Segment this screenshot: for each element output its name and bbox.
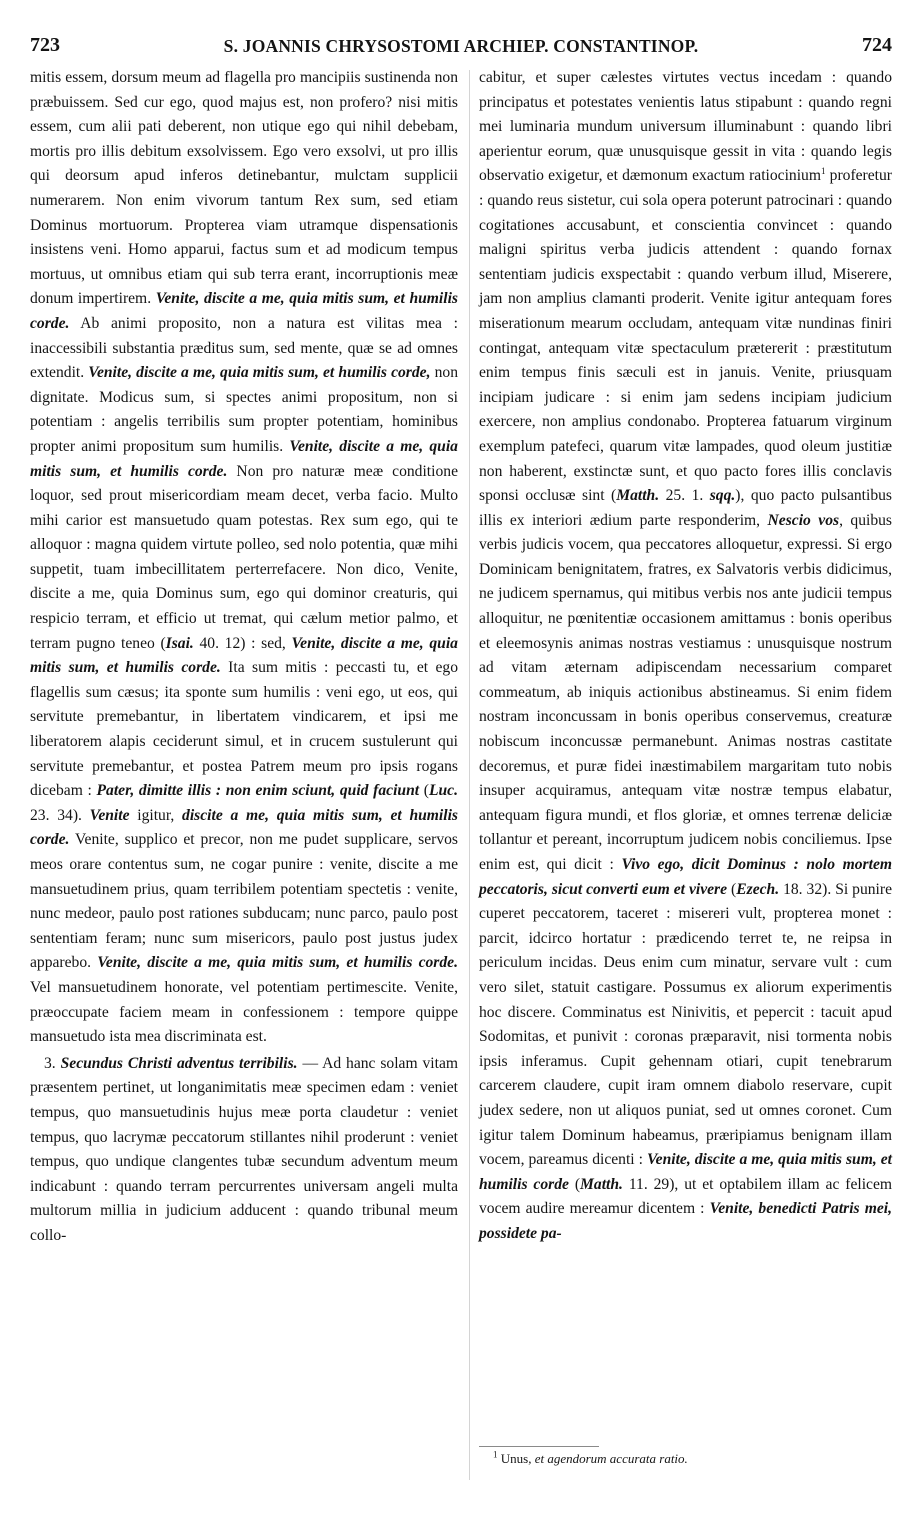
footnote <box>479 1450 906 1468</box>
footnote-marker: 1 <box>820 166 826 177</box>
footnote-marker: 1 <box>493 1449 498 1460</box>
scripture-quote: Venite, discite a me, quia mitis sum, et humilis corde. <box>97 954 458 972</box>
left-column <box>30 66 458 1249</box>
text-run: 18. 32). Si punire cuperet peccatorem, taceret : misereri vult, propterea monet : parcit, idcirco hortatur : prædicendo terret te, ne reipsa in periculum incidas. Deus enim cum minatur, servare vult : cum vero silet, statuit castigare. Possumus ex aliorum experimentis hoc discere. Comminatus est Ninivitis, et pepercit : tacuit apud Sodomitas, et punivit : coronas præparavit, nisi tormenta nobis ipsis inferamus. Cupit gehennam otiari, cupit tenebrarum carcerem claudere, cupit iram omnem diabolo reservare, cupit judex sedere, non ut aliquos puniat, sed ut omnes coronet. Cum igitur talem Dominum habeamus, præripiamus benignam illam vocem, pareamus dicenti : <box>479 880 892 1169</box>
text-run: ( <box>568 1175 581 1193</box>
text-run: 23. 34). <box>30 806 90 824</box>
text-run: Ab animi proposito, non a natura est vilitas mea : inaccessibili substantia præditus sum, sed mente, quæ se ad omnes extendit. <box>30 314 458 382</box>
text-run: ), quo pacto pulsantibus illis ex interiori ædium parte responderim, <box>479 487 892 529</box>
column-divider <box>469 70 470 1480</box>
text-run: non dignitate. Modicus sum, si spectes animi propositum, non si potentiam : angelis terribilis sum propter potentiam, hominibus propter animi propositum sum humilis. <box>30 364 459 455</box>
paragraph <box>30 1052 458 1249</box>
scripture-quote: Pater, dimitte illis : non enim sciunt, quid faciunt <box>96 782 420 800</box>
page-number-left: 723 <box>30 34 60 56</box>
citation-ref: Luc. <box>428 782 459 800</box>
citation-ref: Matth. <box>616 487 660 505</box>
scripture-quote: Vivo ego, dicit Dominus : nolo mortem peccatoris, sicut converti eum et vivere <box>479 856 892 898</box>
text-run: 40. 12) : sed, <box>193 634 292 652</box>
paragraph <box>479 66 892 1247</box>
scripture-quote: Nescio vos <box>767 511 840 529</box>
footnote-text: Unus, <box>500 1451 535 1466</box>
text-run: Non pro naturæ meæ conditione loquor, sed prout misericordiam meam decet, verba facio. Multo mihi carior est mansuetudo quam potestas. Rex sum ego, qui te alloquor : magna quidem virtute polleo, sed nolo potentia, quæ mihi suppetit, tuam imbecillitatem perterrefacere. Non dico, Venite, discite a me, quia Dominus sum, ego qui dominor creaturis, qui respicio terram, et efficio ut tremat, qui cælum metior palmo, et terram pugno teneo ( <box>30 462 458 652</box>
text-run: ( <box>419 782 429 800</box>
scripture-quote: Venite, discite a me, quia mitis sum, et humilis corde, <box>88 364 431 382</box>
citation-ref: sqq. <box>709 487 736 505</box>
text-run: proferetur : quando reus sistetur, cui sola opera poterunt patrocinari : quando cogitationes accusabunt, et conscientia convincet : quando maligni spiritus verba judicis attendent : quando fornax sententiam judicis exspectabit : quando verbum illud, Miserere, jam non amplius clamanti proderit. Venite igitur antequam fores miserationum mearum occludam, antequam vitæ nundinas finiri contingat, antequam vitæ spectaculum prætererit : præstitutum enim tempus finis sæculi est in januis. Venite, priusquam incipiam judicare : si enim jam sedens incipiam judicium exercere, non amplius condonabo. Propterea fatuarum virginum exemplum patefeci, quarum vitæ lampades, quod oleum justitiæ non haberent, exstinctæ sunt, et quo pacto fores illis conclavis sponsi occlusæ sint ( <box>479 167 892 505</box>
text-run: mitis essem, dorsum meum ad flagella pro mancipiis sustinenda non præbuissem. Sed cur ego, quod majus est, non profero? nisi mitis essem, cum alii pati deberent, non utique ego qui nihil debebam, mortis pro illis debitum exsolvissem. Ego vero exsolvi, ut pro illis qui deorsum apud inferos detinebantur, mulctam supplicii numerarem. Non enim vivorum tantum Rex sum, sed etiam Dominus mortuorum. Propterea viam utramque dispensationis insistens veni. Homo apparui, factus sum et ad modicum tempus mortuus, ut omnibus etiam qui sub terra erant, incorruptionis meæ donum impertirem. <box>30 69 458 308</box>
scripture-quote: discite a me, quia mitis sum, et humilis corde. <box>30 806 458 849</box>
text-run: cabitur, et super cælestes virtutes vectus incedam : quando principatus et potestates venientis latus stipabunt : quando regni mei luminaria mundum universum illuminabunt : quando libri aperientur eorum, quæ unusquisque gessit in vita : quando legis observatio exigetur, et dæmonum exactum ratiocinium <box>479 69 892 185</box>
text-run: Ita sum mitis : peccasti tu, et ego flagellis sum cæsus; ita sponte sum humilis : veni ego, ut eos, qui servitute premebantur, in libertatem vindicarem, et ipsi me liberatorem alapis ceciderunt simul, et in crucem sustulerunt qui servitute premebantur, et postea Patrem meum pro ipsis rogans dicebam : <box>30 659 458 800</box>
footnote-text-italic: et agendorum accurata ratio. <box>534 1451 688 1466</box>
running-title: S. JOANNIS CHRYSOSTOMI ARCHIEP. CONSTANTINOP. <box>223 36 699 56</box>
text-run: ( <box>727 880 737 898</box>
text-run: Vel mansuetudinem honorate, vel potentiam pertimescite. Venite, præoccupate faciem meam in confessionem : tempore quippe mansuetudo ista mea discriminata est. <box>30 978 458 1046</box>
citation-ref: Matth. <box>580 1175 623 1193</box>
section-number: 3. <box>44 1054 61 1072</box>
scripture-quote: Venite, discite a me, quia mitis sum, et humilis corde. <box>30 634 458 677</box>
right-column <box>479 66 892 1247</box>
scripture-quote: Venite <box>89 806 130 824</box>
citation-ref: Ezech. <box>736 880 780 898</box>
text-run: Venite, supplico et precor, non me pudet supplicare, servos meos orare contentus sum, ne cogar punire : venite, discite a me mansuetudinem prius, quam terribilem potentiam spectetis : venite, nunc medeor, paulo post rationes subducam; nunc parco, paulo post sententiam feram; nunc sum misericors, paulo post justus judex apparebo. <box>30 831 458 972</box>
text-run: , quibus verbis judicis vocem, qua peccatores alloquetur, expressi. Si ergo Dominicam benignitatem, fratres, ex Salvatoris verbis didicimus, ne judicem spernamus, qui mitibus verbis nos ante judicii tempus alloquitur, ne pœnitentiæ occasionem amittamus : bonis operibus et eleemosynis animas nostras vestiamus : unusquisque nostrum ad vitam æternam adipiscendam necessarium comparet commeatum, ab iniquis actionibus abstineamus. Si enim fidem nostram inconcussam in bonis operibus conservemus, creaturæ nobiscum inconcussæ permanebunt. Animas nostras castitate decoremus, et puræ fidei inæstimabilem margaritam tuto nobis insuper acquiramus, antequam vitæ nostræ tempus elabatur, antequam figura mundi, et flos gloriæ, et omnes terrenæ deliciæ tollantur et pereant, incorruptum judicem nobis conciliemus. Ipse enim est, qui dicit : <box>479 511 892 873</box>
scripture-quote: Venite, discite a me, quia mitis sum, et humilis corde. <box>30 290 458 332</box>
running-header <box>30 28 892 60</box>
text-run: 11. 29), ut et optabilem illam ac felicem vocem audire mereamur dicentem : <box>479 1175 893 1218</box>
scripture-quote: Venite, benedicti Patris mei, possidete pa- <box>479 1200 892 1242</box>
text-run: 25. 1. <box>659 487 710 505</box>
text-run: igitur, <box>129 806 183 824</box>
scripture-quote: Venite, discite a me, quia mitis sum, et humilis corde <box>479 1151 892 1193</box>
citation-ref: Isai. <box>165 634 194 652</box>
paragraph <box>30 66 458 1050</box>
footnote-rule <box>479 1446 599 1447</box>
page-number-right: 724 <box>862 34 892 56</box>
section-heading: Secundus Christi adventus terribilis. <box>60 1054 298 1072</box>
scripture-quote: Venite, discite a me, quia mitis sum, et humilis corde. <box>30 437 458 480</box>
text-run: — Ad hanc solam vitam præsentem pertinet, ut longanimitatis meæ specimen edam : veniet tempus, quo mansuetudinis hujus meæ porta claudetur : veniet tempus, quo lacrymæ peccatorum stillantes nihil proderunt : veniet tempus, quo undique clangentes tubæ secundum adventum meum indicabunt : quando terram percurrentes universam angeli multa multorum millia in judicium adducent : quando tribunal meum collo- <box>30 1054 459 1244</box>
